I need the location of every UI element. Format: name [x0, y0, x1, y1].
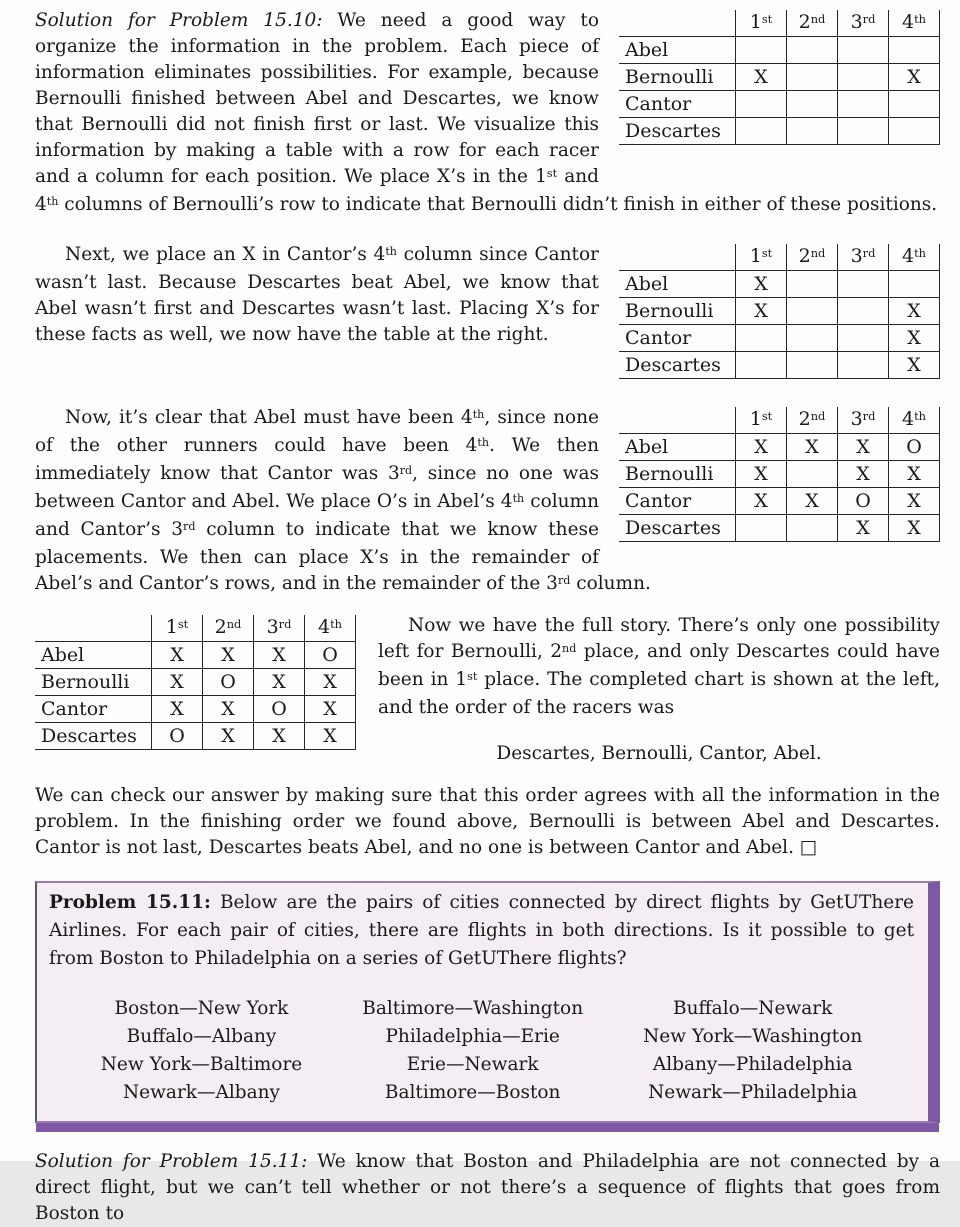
mark-x-cell: X [152, 669, 203, 696]
text-run: 4 [460, 407, 473, 428]
racer-row [35, 669, 356, 696]
ordinal-suffix: rd [862, 245, 876, 260]
empty-cell [889, 271, 940, 298]
text-run: 4 [500, 491, 513, 512]
empty-cell [838, 118, 889, 145]
racer-row [35, 723, 356, 750]
mark-x-cell: X [203, 696, 254, 723]
mark-x-cell: X [736, 488, 787, 515]
text-run: □ [799, 837, 818, 858]
racer-name-cell: Cantor [619, 325, 736, 352]
text-run: and [557, 166, 600, 187]
racer-name-cell: Abel [35, 642, 152, 669]
text-run: columns of Bernoulli’s row to indicate that Bernoulli didn’t finish in either of these positions. [58, 194, 938, 215]
position-header-cell [787, 10, 838, 37]
ordinal-suffix: rd [557, 573, 571, 587]
mark-x-cell: X [203, 642, 254, 669]
ordinal-suffix: st [177, 616, 189, 631]
mark-x-cell: X [838, 515, 889, 542]
ordinal-suffix: th [472, 407, 485, 421]
ordinal-number: 4 [901, 245, 915, 267]
empty-cell [736, 515, 787, 542]
racer-name-cell: Cantor [619, 488, 736, 515]
city-pair: New York—Baltimore [100, 1054, 303, 1075]
empty-cell [787, 37, 838, 64]
city-pair: Newark—Albany [122, 1082, 281, 1103]
ordinal-number: 1 [165, 616, 178, 638]
mark-x-cell: X [736, 434, 787, 461]
mark-x-cell: X [152, 642, 203, 669]
ordinal-suffix: nd [810, 408, 826, 423]
position-header-cell [254, 615, 305, 642]
ordinal-number: 2 [798, 245, 811, 267]
city-pair: Boston—New York [114, 998, 289, 1019]
mark-x-cell: X [889, 325, 940, 352]
empty-cell [736, 37, 787, 64]
ordinal-number: 3 [266, 616, 279, 638]
mark-x-cell: X [838, 434, 889, 461]
racer-row [619, 64, 940, 91]
ordinal-suffix: nd [810, 245, 826, 260]
racer-row [35, 696, 356, 723]
text-run: , since none of the other runners could have been [35, 407, 599, 456]
ordinal-suffix: rd [278, 616, 292, 631]
empty-cell [787, 271, 838, 298]
ordinal-suffix: th [477, 435, 490, 449]
empty-cell [838, 271, 889, 298]
mark-x-cell: X [736, 64, 787, 91]
mark-o-cell: O [254, 696, 305, 723]
racer-row [619, 298, 940, 325]
text-run: column. [570, 573, 651, 594]
header-row [619, 407, 940, 434]
city-pair: Erie—Newark [406, 1054, 539, 1075]
position-header-cell [889, 10, 940, 37]
mark-x-cell: X [787, 488, 838, 515]
header-row [35, 615, 356, 642]
mark-o-cell: O [838, 488, 889, 515]
mark-x-cell: X [736, 298, 787, 325]
mark-o-cell: O [889, 434, 940, 461]
racer-name-cell: Bernoulli [619, 461, 736, 488]
empty-cell [838, 91, 889, 118]
text-run: 4 [35, 194, 47, 215]
city-pair: Buffalo—Albany [126, 1026, 277, 1047]
ordinal-suffix: rd [862, 408, 876, 423]
mark-x-cell: X [254, 723, 305, 750]
ordinal-suffix: th [914, 11, 926, 26]
empty-cell [787, 64, 838, 91]
empty-cell [787, 352, 838, 379]
ordinal-suffix: nd [810, 11, 826, 26]
ordinal-suffix: nd [562, 641, 577, 655]
elimination-table-final [35, 615, 356, 750]
text-run: Now we have the full story. There’s only one possibility left for Bernoulli, [378, 615, 940, 662]
text-run: Next, we place an X in Cantor’s [65, 244, 374, 265]
empty-cell [787, 118, 838, 145]
ordinal-number: 3 [850, 408, 863, 430]
problem-1511-box [35, 881, 940, 1123]
position-header-cell [305, 615, 356, 642]
racer-name-cell: Abel [619, 434, 736, 461]
mark-o-cell: O [305, 642, 356, 669]
text-run: 3 [546, 573, 558, 594]
final-order-line: Descartes, Bernoulli, Cantor, Abel. [496, 743, 822, 764]
mark-x-cell: X [254, 642, 305, 669]
ordinal-number: 4 [901, 11, 915, 33]
empty-cell [787, 461, 838, 488]
racer-row [619, 515, 940, 542]
mark-x-cell: X [889, 515, 940, 542]
empty-cell [787, 515, 838, 542]
ordinal-number: 3 [850, 245, 863, 267]
ordinal-suffix: st [761, 408, 773, 423]
solution-1510-part3 [35, 405, 940, 599]
mark-x-cell: X [305, 723, 356, 750]
racer-name-cell: Bernoulli [619, 298, 736, 325]
mark-x-cell: X [889, 352, 940, 379]
ordinal-suffix: st [546, 166, 558, 180]
empty-cell [787, 91, 838, 118]
racer-row [619, 37, 940, 64]
empty-cell [787, 325, 838, 352]
racer-name-cell: Abel [619, 37, 736, 64]
ordinal-suffix: th [914, 408, 926, 423]
empty-cell [838, 64, 889, 91]
racer-name-cell: Cantor [619, 91, 736, 118]
solution-1511-paragraph [35, 1149, 940, 1227]
city-pair: Baltimore—Boston [384, 1082, 561, 1103]
corner-cell [619, 244, 736, 271]
mark-x-cell: X [889, 298, 940, 325]
ordinal-suffix: nd [226, 616, 242, 631]
mark-x-cell: X [889, 64, 940, 91]
text-run: 1 [455, 669, 468, 690]
position-header-cell [889, 407, 940, 434]
solution-1510-part1 [35, 8, 940, 220]
mark-x-cell: X [203, 723, 254, 750]
position-header-cell [736, 407, 787, 434]
text-run: Below are the pairs of cities connected by direct flights by GetUThere Airlines. For each pair of cities, there are flights in both directions. Is it possible to get from Boston to Philadelphia on a series of GetUThere flights? [49, 892, 914, 969]
corner-cell [619, 407, 736, 434]
city-pair: Baltimore—Washington [362, 998, 584, 1019]
position-header-cell [203, 615, 254, 642]
text-run: We know that Boston and Philadelphia are not connected by a direct flight, but we can’t tell whether or not there’s a sequence of flights that goes from Boston to [35, 1151, 940, 1224]
solution-1510-part4 [35, 613, 940, 767]
mark-x-cell: X [254, 669, 305, 696]
ordinal-number: 1 [749, 245, 762, 267]
ordinal-suffix: rd [862, 11, 876, 26]
mark-x-cell: X [152, 696, 203, 723]
elimination-table-step3 [619, 407, 940, 542]
text-run: 1 [535, 166, 547, 187]
ordinal-suffix: th [914, 245, 926, 260]
corner-cell [619, 10, 736, 37]
ordinal-number: 1 [749, 11, 762, 33]
position-header-cell [736, 244, 787, 271]
position-header-cell [787, 407, 838, 434]
city-pairs-grid [49, 995, 914, 1107]
text-run: . We then immediately know that Cantor was [35, 435, 599, 484]
empty-cell [838, 37, 889, 64]
empty-cell [787, 298, 838, 325]
text-run: 4 [465, 435, 478, 456]
answer-check-paragraph [35, 783, 940, 861]
text-run: We need a good way to organize the information in the problem. Each piece of information eliminates possibilities. For example, because Bernoulli finished between Abel and Descartes, we know that Bernoulli did not finish first or last. We visualize this information by making a table with a row for each racer and a column for each position. We place X’s in the [35, 10, 599, 187]
ordinal-suffix: rd [399, 463, 413, 477]
racer-row [619, 271, 940, 298]
position-header-cell [838, 244, 889, 271]
ordinal-suffix: st [761, 245, 773, 260]
ordinal-suffix: th [46, 194, 59, 208]
mark-o-cell: O [152, 723, 203, 750]
empty-cell [736, 118, 787, 145]
elimination-table-step2 [619, 244, 940, 379]
city-pair: Philadelphia—Erie [385, 1026, 560, 1047]
ordinal-suffix: th [512, 491, 525, 505]
racer-row [619, 91, 940, 118]
position-header-cell [838, 10, 889, 37]
ordinal-number: 2 [798, 408, 811, 430]
ordinal-suffix: th [385, 244, 397, 258]
racer-name-cell: Descartes [619, 118, 736, 145]
racer-row [619, 325, 940, 352]
text-run: column and Cantor’s [35, 491, 599, 540]
racer-row [35, 642, 356, 669]
problem-label: Problem 15.11: [49, 892, 211, 913]
ordinal-number: 3 [850, 11, 863, 33]
position-header-cell [152, 615, 203, 642]
mark-x-cell: X [838, 461, 889, 488]
text-run: place, and only Descartes could have been in [378, 641, 940, 690]
mark-x-cell: X [736, 271, 787, 298]
racer-name-cell: Bernoulli [619, 64, 736, 91]
racer-row [619, 461, 940, 488]
text-run: , since no one was between Cantor and Abel. We place O’s in Abel’s [35, 463, 600, 512]
position-header-cell [787, 244, 838, 271]
mark-x-cell: X [889, 461, 940, 488]
ordinal-number: 4 [317, 616, 331, 638]
empty-cell [736, 325, 787, 352]
mark-x-cell: X [787, 434, 838, 461]
city-pair: Newark—Philadelphia [648, 1082, 858, 1103]
ordinal-number: 1 [749, 408, 762, 430]
ordinal-number: 2 [214, 616, 227, 638]
racer-row [619, 352, 940, 379]
empty-cell [889, 37, 940, 64]
text-run: We can check our answer by making sure that this order agrees with all the information in the problem. In the finishing order we found above, Bernoulli is between Abel and Descartes. Cantor is not last, Descartes beats Abel, and no one is between Cantor and Abel. [35, 785, 940, 858]
empty-cell [838, 352, 889, 379]
header-row [619, 10, 940, 37]
text-run: 3 [171, 519, 184, 540]
city-pair: Albany—Philadelphia [652, 1054, 853, 1075]
empty-cell [736, 91, 787, 118]
mark-x-cell: X [889, 488, 940, 515]
ordinal-suffix: th [330, 616, 342, 631]
racer-name-cell: Bernoulli [35, 669, 152, 696]
ordinal-suffix: rd [183, 519, 196, 533]
problem-1511-statement [49, 889, 914, 973]
ordinal-suffix: st [761, 11, 773, 26]
mark-o-cell: O [203, 669, 254, 696]
header-row [619, 244, 940, 271]
text-run: column to indicate that we know these placements. We then can place X’s in the remainder of Abel’s and Cantor’s rows, and in the remainder of the [35, 519, 599, 594]
empty-cell [736, 352, 787, 379]
position-header-cell [838, 407, 889, 434]
text-run: 3 [387, 463, 400, 484]
ordinal-number: 4 [901, 408, 915, 430]
solution-lead-label: Solution for Problem 15.11: [35, 1151, 308, 1172]
racer-row [619, 488, 940, 515]
racer-name-cell: Descartes [619, 515, 736, 542]
mark-x-cell: X [305, 669, 356, 696]
position-header-cell [736, 10, 787, 37]
ordinal-number: 2 [798, 11, 811, 33]
text-run: 4 [373, 244, 386, 265]
solution-lead-label: Solution for Problem 15.10: [35, 10, 323, 31]
elimination-table-step1 [619, 10, 940, 145]
corner-cell [35, 615, 152, 642]
empty-cell [838, 325, 889, 352]
position-header-cell [889, 244, 940, 271]
racer-name-cell: Cantor [35, 696, 152, 723]
mark-x-cell: X [305, 696, 356, 723]
empty-cell [889, 118, 940, 145]
solution-1510-part2 [35, 242, 940, 376]
ordinal-suffix: st [467, 669, 478, 683]
text-run: 2 [550, 641, 563, 662]
racer-name-cell: Descartes [35, 723, 152, 750]
city-pair: Buffalo—Newark [673, 998, 833, 1019]
mark-x-cell: X [736, 461, 787, 488]
racer-name-cell: Abel [619, 271, 736, 298]
empty-cell [889, 91, 940, 118]
racer-name-cell: Descartes [619, 352, 736, 379]
city-pair: New York—Washington [643, 1026, 863, 1047]
racer-row [619, 434, 940, 461]
text-run: column since Cantor wasn’t last. Because Descartes beat Abel, we know that Abel wasn’t first and Descartes wasn’t last. Placing X’s for these facts as well, we now have the table at the right. [35, 244, 599, 345]
racer-row [619, 118, 940, 145]
text-run: Now, it’s clear that Abel must have been [65, 407, 461, 428]
empty-cell [838, 298, 889, 325]
text-run: place. The completed chart is shown at the left, and the order of the racers was [378, 669, 940, 718]
